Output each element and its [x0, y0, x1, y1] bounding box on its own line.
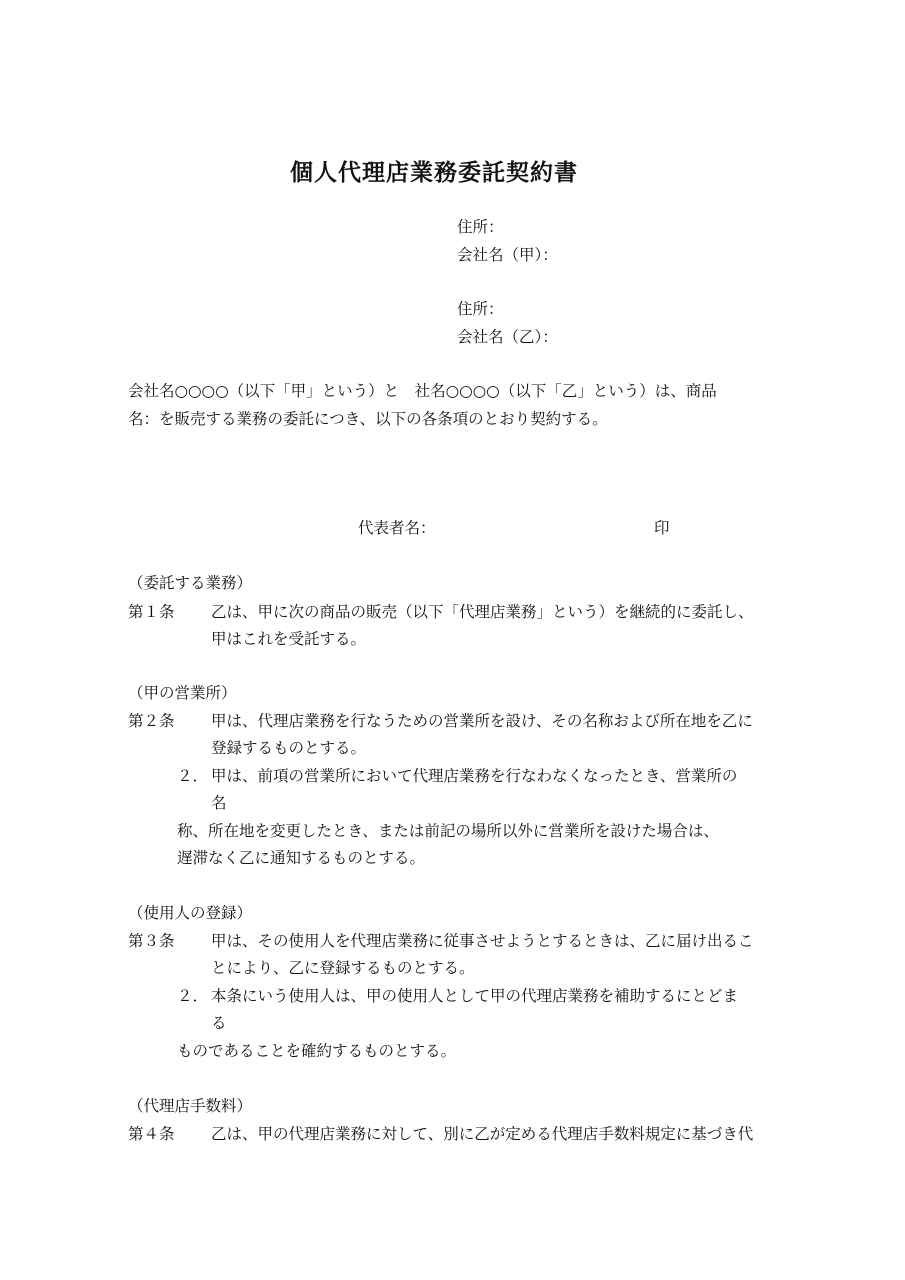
article-3-number: 第３条: [128, 932, 175, 950]
article-3-heading: （使用人の登録）: [128, 904, 253, 922]
article-4-number: 第４条: [128, 1125, 175, 1143]
party-a-address-label: 住所：: [457, 218, 504, 236]
party-b-address-label: 住所：: [457, 300, 504, 318]
intro-line-1: 会社名○○○○（以下「甲」という）と 社名○○○○（以下「乙」という）は、商品: [128, 382, 717, 400]
article-3-sub-line-2: る: [211, 1014, 227, 1032]
article-2-line-1: 甲は、代理店業務を行なうための営業所を設け、その名称および所在地を乙に: [211, 712, 753, 730]
article-2-sub-line-1: 甲は、前項の営業所において代理店業務を行なわなくなったとき、営業所の: [211, 767, 738, 785]
article-1-line-1: 乙は、甲に次の商品の販売（以下「代理店業務」という）を継続的に委託し、: [211, 603, 754, 621]
article-2-line-2: 登録するものとする。: [211, 739, 367, 757]
party-b-company-label: 会社名（乙）：: [457, 328, 558, 346]
article-3-sub-line-1: 本条にいう使用人は、甲の使用人として甲の代理店業務を補助するにとどま: [211, 987, 739, 1005]
article-3-line-2: とにより、乙に登録するものとする。: [211, 959, 475, 977]
article-3-sub-number: ２．: [177, 987, 209, 1005]
document-title: 個人代理店業務委託契約書: [290, 160, 578, 186]
representative-label: 代表者名：: [358, 519, 436, 537]
article-3-cont-line-1: ものであることを確約するものとする。: [177, 1042, 457, 1060]
party-a-company-label: 会社名（甲）：: [457, 246, 558, 264]
article-2-sub-line-2: 名: [211, 794, 227, 812]
article-3-line-1: 甲は、その使用人を代理店業務に従事させようとするときは、乙に届け出るこ: [211, 932, 754, 950]
article-2-cont-line-2: 遅滞なく乙に通知するものとする。: [177, 849, 426, 867]
article-1-line-2: 甲はこれを受託する。: [211, 630, 367, 648]
article-2-cont-line-1: 称、所在地を変更したとき、または前記の場所以外に営業所を設けた場合は、: [177, 822, 719, 840]
article-2-sub-number: ２．: [177, 767, 209, 785]
seal-mark: 印: [654, 519, 670, 537]
intro-line-2: 名：を販売する業務の委託につき、以下の各条項のとおり契約する。: [128, 410, 608, 428]
article-2-number: 第２条: [128, 712, 175, 730]
article-4-line-1: 乙は、甲の代理店業務に対して、別に乙が定める代理店手数料規定に基づき代: [211, 1125, 754, 1143]
article-1-number: 第１条: [128, 603, 175, 621]
article-4-heading: （代理店手数料）: [128, 1097, 253, 1115]
article-2-heading: （甲の営業所）: [128, 684, 237, 702]
article-1-heading: （委託する業務）: [128, 574, 253, 592]
